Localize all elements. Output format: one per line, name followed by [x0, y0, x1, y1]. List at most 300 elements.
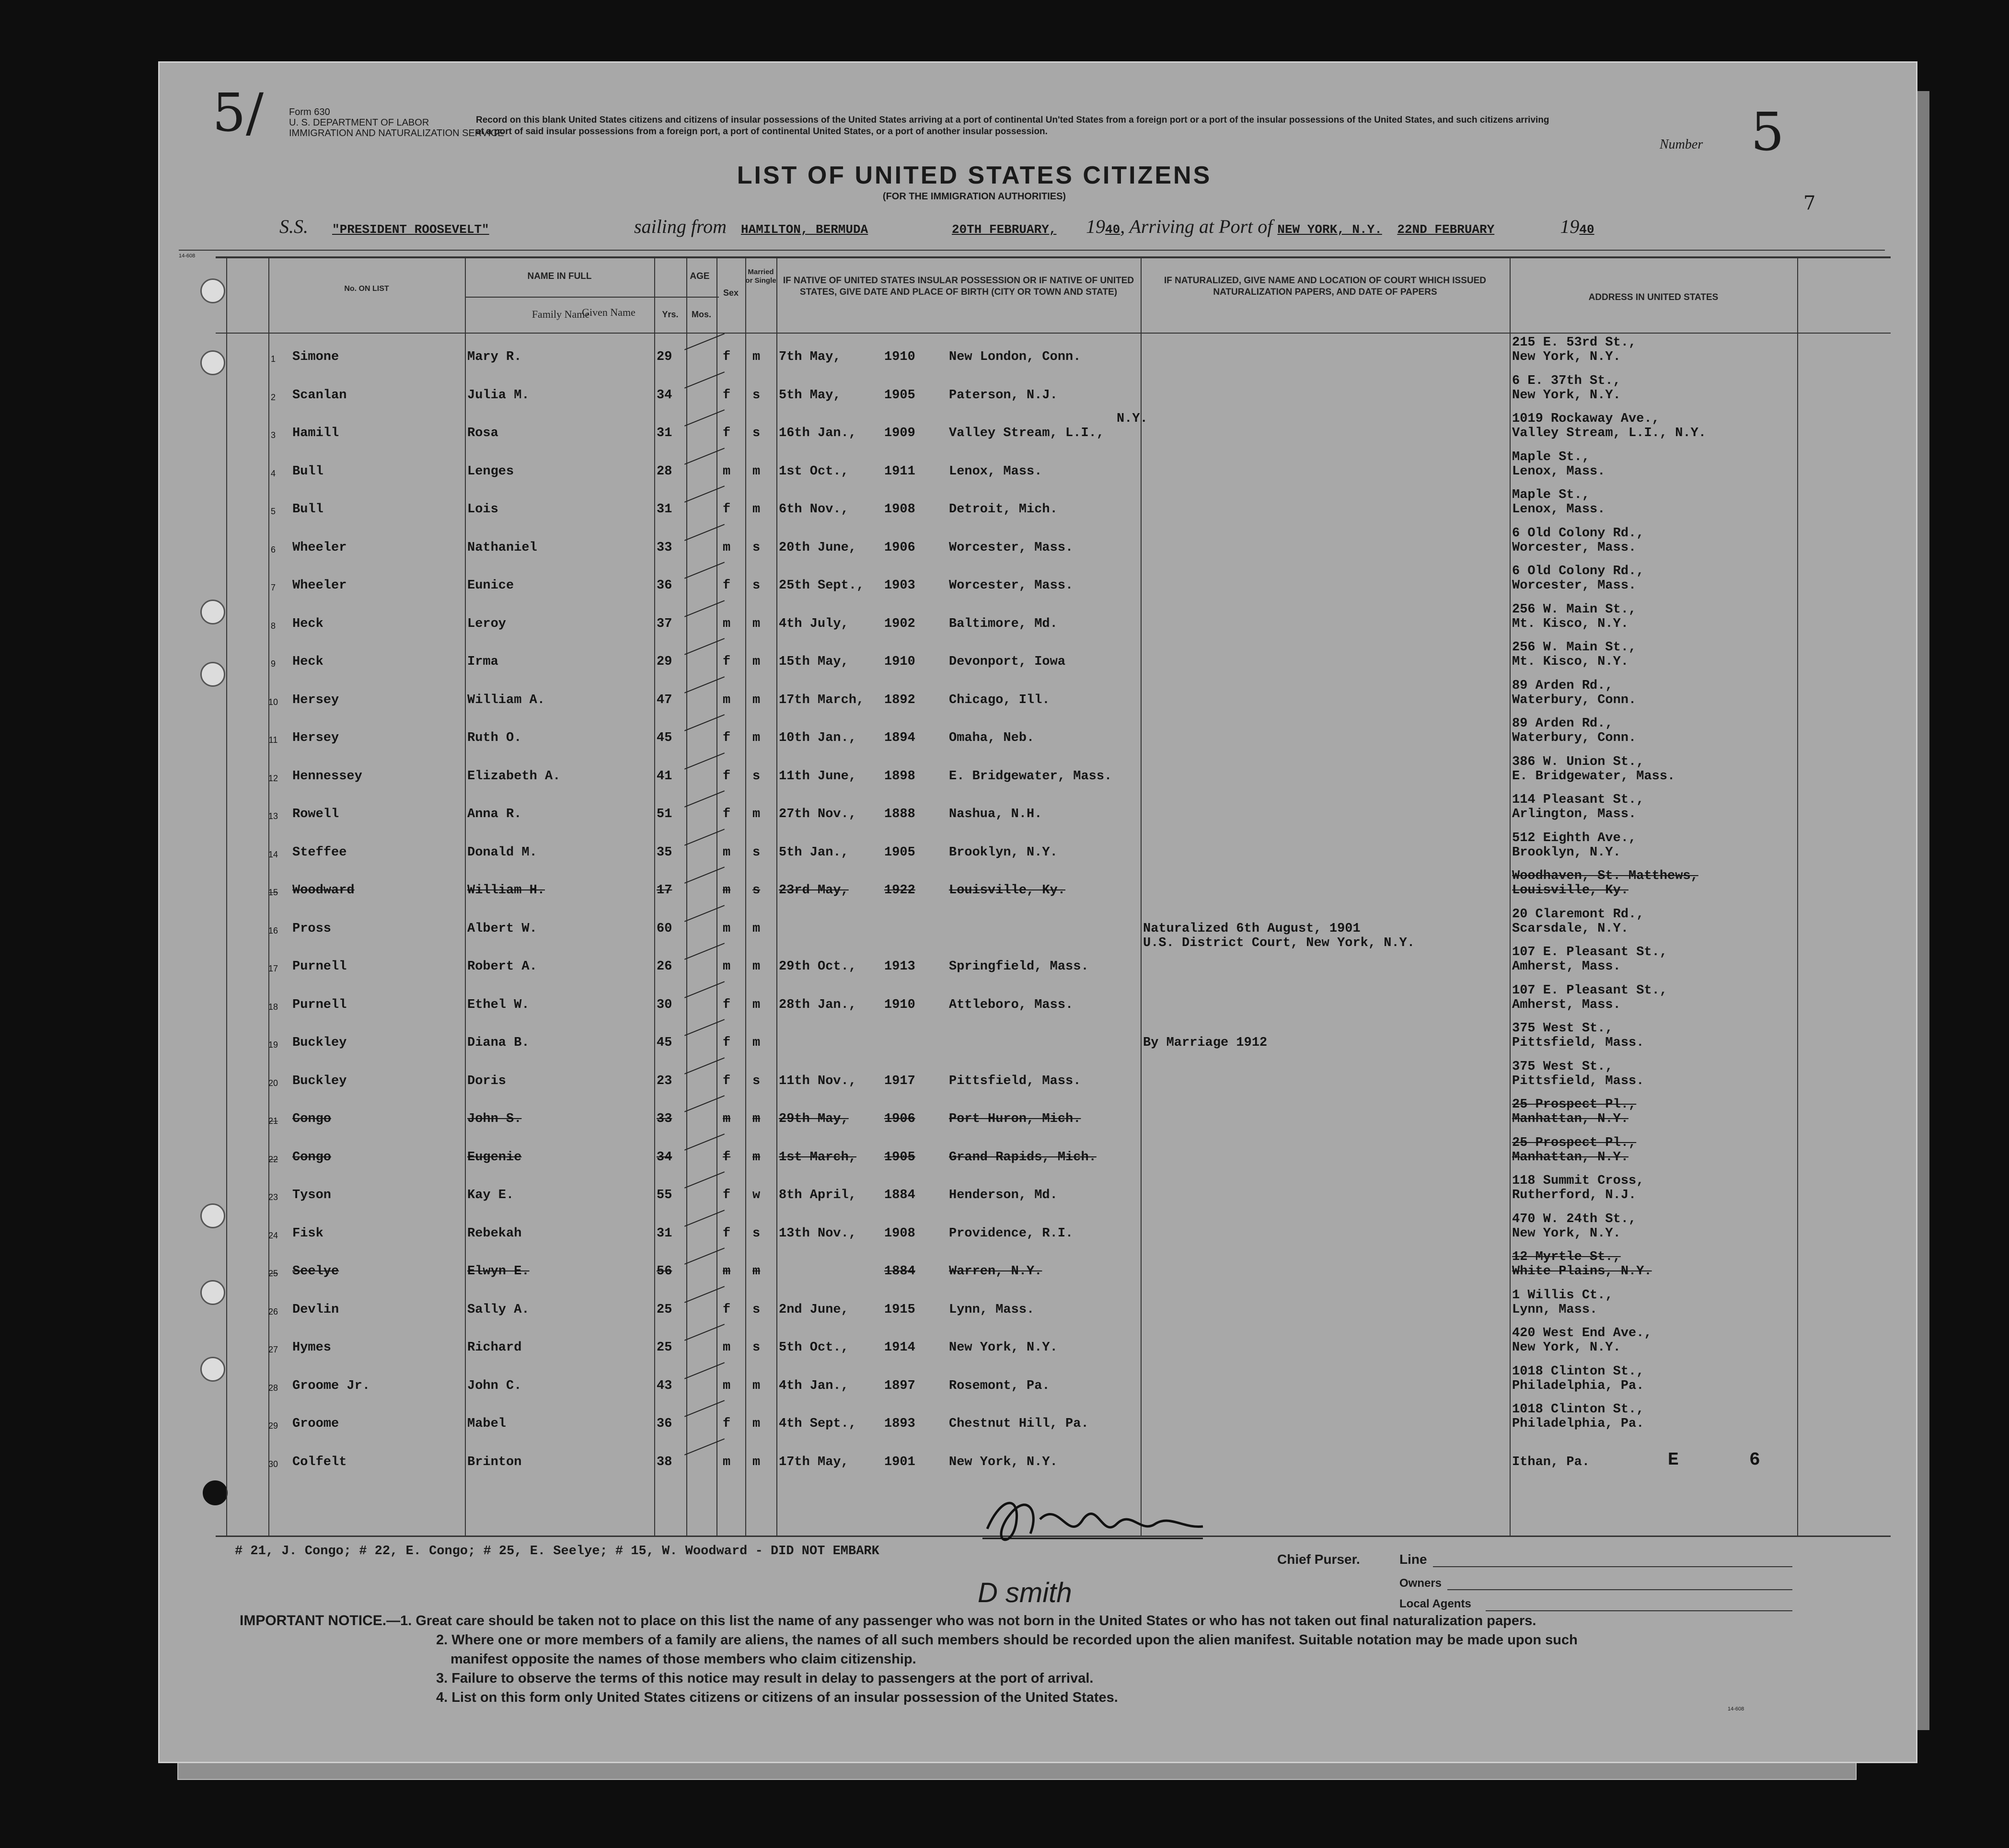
given-name: Eunice	[467, 578, 514, 593]
sex-value: m	[723, 1455, 731, 1469]
address-line-1: 114 Pleasant St.,	[1512, 793, 1644, 807]
date-from: 20TH FEBRUARY,	[952, 222, 1057, 237]
row-number: 15	[268, 888, 278, 897]
family-name: Congo	[292, 1150, 332, 1165]
birth-place: Worcester, Mass.	[949, 540, 1074, 555]
department-text: U. S. DEPARTMENT OF LABOR	[289, 117, 429, 128]
address-line-2: New York, N.Y.	[1512, 388, 1621, 403]
birth-place: Paterson, N.J.	[949, 388, 1058, 403]
address-line-2: Louisville, Ky.	[1512, 883, 1629, 898]
age-years: 23	[657, 1074, 672, 1088]
address-line-1: 107 E. Pleasant St.,	[1512, 983, 1668, 998]
given-name: Eugenie	[467, 1150, 522, 1165]
birth-year: 1897	[884, 1378, 915, 1393]
age-years: 26	[657, 959, 672, 974]
row-number: 12	[268, 773, 278, 783]
sex-value: f	[723, 502, 731, 517]
port-to: NEW YORK, N.Y.	[1277, 222, 1382, 237]
address-line-2: Pittsfield, Mass.	[1512, 1074, 1644, 1088]
table-row	[216, 1290, 1891, 1328]
birth-place: Detroit, Mich.	[949, 502, 1058, 517]
birth-place: Chestnut Hill, Pa.	[949, 1417, 1089, 1431]
marital-status: m	[752, 1378, 761, 1393]
given-name: Brinton	[467, 1455, 522, 1469]
notice-line-1	[240, 1611, 1802, 1630]
marital-status: m	[752, 1417, 761, 1431]
row-number: 22	[268, 1154, 278, 1164]
table-row	[216, 604, 1891, 642]
list-title: LIST OF UNITED STATES CITIZENS	[737, 162, 1212, 189]
sex-value: m	[723, 540, 731, 555]
row-number: 14	[268, 849, 278, 859]
sex-value: m	[723, 1378, 731, 1393]
birth-date: 6th Nov.,	[779, 502, 849, 517]
birth-place: Chicago, Ill.	[949, 693, 1050, 707]
age-years: 37	[657, 616, 672, 631]
given-name: Leroy	[467, 616, 507, 631]
address-line-1: 118 Summit Cross,	[1512, 1174, 1644, 1188]
handwritten-note: D smith	[978, 1577, 1072, 1608]
address-line-2: Valley Stream, L.I., N.Y.	[1512, 426, 1707, 440]
birth-year: 1909	[884, 426, 915, 440]
birth-date: 5th Oct.,	[779, 1340, 849, 1355]
family-name: Bull	[292, 502, 323, 517]
marital-status: m	[752, 1112, 761, 1126]
sex-value: f	[723, 1302, 731, 1317]
row-number: 26	[268, 1306, 278, 1317]
marital-status: s	[752, 883, 761, 898]
given-name: Lois	[467, 502, 498, 517]
birth-place: Lynn, Mass.	[949, 1302, 1035, 1317]
row-number: 27	[268, 1345, 278, 1354]
address-line-2: Pittsfield, Mass.	[1512, 1036, 1644, 1050]
marital-status: m	[752, 502, 761, 517]
table-row	[216, 566, 1891, 604]
mos-header: Mos.	[691, 310, 711, 319]
birth-date: 17th March,	[779, 693, 865, 707]
age-years: 33	[657, 1112, 672, 1126]
address-header: ADDRESS IN UNITED STATES	[1588, 292, 1719, 302]
family-name: Colfelt	[292, 1455, 347, 1469]
birth-date: 4th July,	[779, 616, 849, 631]
address-line-2: Manhattan, N.Y.	[1512, 1150, 1629, 1165]
table-row	[216, 528, 1891, 566]
birth-place: New York, N.Y.	[949, 1340, 1058, 1355]
marital-status: m	[752, 807, 761, 821]
given-name: Albert W.	[467, 921, 537, 936]
marital-status: s	[752, 1340, 761, 1355]
birth-year: 1892	[884, 693, 915, 707]
row-number: 18	[268, 1002, 278, 1012]
address-line-1: 386 W. Union St.,	[1512, 754, 1644, 769]
marital-status: s	[752, 578, 761, 593]
row-number: 7	[270, 583, 276, 592]
marital-status: m	[752, 1036, 761, 1050]
age-years: 38	[657, 1455, 672, 1469]
family-name: Heck	[292, 655, 323, 669]
given-name: Elwyn E.	[467, 1264, 530, 1279]
row-number: 30	[268, 1459, 278, 1469]
sex-value: f	[723, 997, 731, 1012]
row-number: 23	[268, 1192, 278, 1202]
no-on-list-header: No. ON LIST	[344, 285, 389, 293]
sex-value: f	[723, 1188, 731, 1202]
address-line-1: 6 Old Colony Rd.,	[1512, 526, 1644, 541]
row-number: 28	[268, 1383, 278, 1393]
row-number: 1	[270, 354, 276, 364]
row-number: 25	[268, 1269, 278, 1278]
row-number: 11	[268, 735, 278, 745]
birth-year: 1910	[884, 997, 915, 1012]
family-name: Purnell	[292, 959, 347, 974]
sailing-from-label: sailing from	[634, 216, 727, 237]
header-line	[216, 333, 1891, 334]
birth-date: 15th May,	[779, 655, 849, 669]
given-name: John S.	[467, 1112, 522, 1126]
marital-status: s	[752, 769, 761, 784]
given-name: Anna R.	[467, 807, 522, 821]
birth-place: Providence, R.I.	[949, 1226, 1074, 1241]
age-years: 36	[657, 1417, 672, 1431]
marital-status: m	[752, 1150, 761, 1165]
signature-scrawl	[982, 1490, 1208, 1553]
family-name: Tyson	[292, 1188, 332, 1202]
birth-year: 1901	[884, 1455, 915, 1469]
family-name: Buckley	[292, 1036, 347, 1050]
row-number: 5	[270, 507, 276, 516]
family-name: Purnell	[292, 997, 347, 1012]
address-line-2: Worcester, Mass.	[1512, 540, 1637, 555]
age-years: 51	[657, 807, 672, 821]
address-line-1: 6 E. 37th St.,	[1512, 373, 1621, 388]
birth-date: 5th May,	[779, 388, 841, 403]
given-name: Ethel W.	[467, 997, 530, 1012]
birth-year: 1898	[884, 769, 915, 784]
year-from: 40	[1105, 222, 1120, 237]
marital-status: m	[752, 997, 761, 1012]
birth-year: 1905	[884, 388, 915, 403]
address-line-1: 256 W. Main St.,	[1512, 602, 1637, 617]
given-name: Diana B.	[467, 1036, 530, 1050]
birth-year: 1905	[884, 1150, 915, 1165]
birth-year: 1922	[884, 883, 915, 898]
row-number: 3	[270, 430, 276, 440]
age-years: 33	[657, 540, 672, 555]
marital-status: s	[752, 1074, 761, 1088]
address-line-1: 512 Eighth Ave.,	[1512, 831, 1637, 845]
address-line-1: 1 Willis Ct.,	[1512, 1288, 1613, 1303]
birth-date: 8th April,	[779, 1188, 857, 1202]
given-name: Mabel	[467, 1417, 507, 1431]
given-name: Nathaniel	[467, 540, 537, 555]
birth-place: Omaha, Neb.	[949, 731, 1035, 745]
table-row	[216, 947, 1891, 985]
age-years: 34	[657, 388, 672, 403]
notice-3-text: 3. Failure to observe the terms of this notice may result in delay to passengers at the port of arrival.	[436, 1671, 1094, 1686]
birth-year: 1884	[884, 1188, 915, 1202]
address-line-1: 89 Arden Rd.,	[1512, 678, 1613, 693]
important-notice	[240, 1611, 1802, 1707]
birth-date: 7th May,	[779, 350, 841, 364]
table-row	[216, 1135, 1891, 1176]
address-line-2: Philadelphia, Pa.	[1512, 1417, 1644, 1431]
birth-date: 20th June,	[779, 540, 857, 555]
family-name: Woodward	[292, 883, 355, 898]
birth-header: IF NATIVE OF UNITED STATES INSULAR POSSESSION OR IF NATIVE OF UNITED STATES, GIVE DATE AND PLACE OF BIRTH (CITY OR TOWN AND STATE)	[783, 276, 1134, 297]
corner-mark: 5/	[212, 82, 264, 143]
marital-status: m	[752, 693, 761, 707]
family-name: Wheeler	[292, 578, 347, 593]
family-name: Heck	[292, 616, 323, 631]
marital-status: m	[752, 959, 761, 974]
year-prefix-from: 19	[1086, 216, 1105, 237]
address-line-1: Woodhaven, St. Matthews,	[1512, 869, 1698, 883]
address-line-2: Lenox, Mass.	[1512, 464, 1605, 479]
family-name: Buckley	[292, 1074, 347, 1088]
row-number: 16	[268, 925, 278, 936]
birth-date: 1st March,	[779, 1150, 857, 1165]
family-name: Seelye	[292, 1264, 339, 1279]
address-line-2: Waterbury, Conn.	[1512, 731, 1637, 745]
birth-year: 1906	[884, 1112, 915, 1126]
birth-year: 1911	[884, 464, 915, 479]
married-single-header: Married or Single	[745, 268, 776, 285]
address-line-1: 375 West St.,	[1512, 1021, 1613, 1036]
age-years: 31	[657, 1226, 672, 1241]
table-row	[216, 337, 1891, 375]
age-years: 30	[657, 997, 672, 1012]
table-row	[216, 414, 1891, 451]
birth-year: 1902	[884, 616, 915, 631]
birth-place: Henderson, Md.	[949, 1188, 1058, 1202]
sex-value: f	[723, 731, 731, 745]
address-line-1: 1019 Rockaway Ave.,	[1512, 412, 1660, 426]
age-years: 47	[657, 693, 672, 707]
chief-purser-label: Chief Purser.	[1277, 1552, 1360, 1567]
given-name: Rebekah	[467, 1226, 522, 1241]
birth-place: New London, Conn.	[949, 350, 1081, 364]
date-to: 22ND FEBRUARY	[1397, 222, 1495, 237]
age-years: 60	[657, 921, 672, 936]
address-line-2: White Plains, N.Y.	[1512, 1264, 1652, 1279]
table-row	[216, 642, 1891, 680]
address-line-1: 107 E. Pleasant St.,	[1512, 945, 1668, 959]
address-line-2: Mt. Kisco, N.Y.	[1512, 655, 1629, 669]
row-mark-six: 6	[1749, 1449, 1760, 1470]
address-line-2: Lenox, Mass.	[1512, 502, 1605, 517]
address-line-2: Manhattan, N.Y.	[1512, 1112, 1629, 1126]
table-row	[216, 1328, 1891, 1366]
birth-year: 1910	[884, 655, 915, 669]
sex-value: f	[723, 807, 731, 821]
given-name: Julia M.	[467, 388, 530, 403]
age-years: 56	[657, 1264, 672, 1279]
family-name: Scanlan	[292, 388, 347, 403]
birth-date: 27th Nov.,	[779, 807, 857, 821]
family-name: Hennessey	[292, 769, 362, 784]
ss-label: S.S.	[279, 216, 308, 237]
sex-value: f	[723, 1226, 731, 1241]
given-name: Sally A.	[467, 1302, 530, 1317]
table-row	[216, 1059, 1891, 1099]
voyage-line	[279, 215, 1594, 238]
row-number: 10	[268, 697, 278, 707]
age-years: 17	[657, 883, 672, 898]
family-name: Devlin	[292, 1302, 339, 1317]
birth-date: 17th May,	[779, 1455, 849, 1469]
age-years: 43	[657, 1378, 672, 1393]
family-name: Hamill	[292, 426, 339, 440]
family-name: Groome Jr.	[292, 1378, 370, 1393]
birth-place: Port Huron, Mich.	[949, 1112, 1081, 1126]
birth-place: Pittsfield, Mass.	[949, 1074, 1081, 1088]
marital-status: m	[752, 921, 761, 936]
table-row	[216, 795, 1891, 832]
form-code-bottom: 14-608	[1728, 1706, 1744, 1712]
birth-year: 1905	[884, 845, 915, 860]
sex-value: m	[723, 921, 731, 936]
marital-status: w	[752, 1188, 761, 1202]
form-code-top: 14-608	[179, 253, 196, 259]
address-line-1: Maple St.,	[1512, 488, 1590, 502]
sex-value: f	[723, 769, 731, 784]
family-name: Groome	[292, 1417, 339, 1431]
marital-status: s	[752, 1226, 761, 1241]
year-to: 40	[1579, 222, 1594, 237]
address-line-1: 25 Prospect Pl.,	[1512, 1097, 1637, 1112]
birth-place: Lenox, Mass.	[949, 464, 1042, 479]
sex-value: f	[723, 1036, 731, 1050]
given-name-header: Given Name	[582, 306, 635, 318]
birth-year: 1913	[884, 959, 915, 974]
birth-place: Rosemont, Pa.	[949, 1378, 1050, 1393]
address-line-2: New York, N.Y.	[1512, 1226, 1621, 1241]
notice-1-text: —1. Great care should be taken not to place on this list the name of any passenger who was not born in the United States or who has not taken out final naturalization papers.	[386, 1613, 1536, 1629]
age-years: 25	[657, 1302, 672, 1317]
address-line-1: 20 Claremont Rd.,	[1512, 907, 1644, 922]
sex-value: m	[723, 1264, 731, 1279]
birth-date: 25th Sept.,	[779, 578, 865, 593]
birth-date: 13th Nov.,	[779, 1226, 857, 1241]
list-subtitle: (FOR THE IMMIGRATION AUTHORITIES)	[882, 191, 1066, 202]
birth-date: 28th Jan.,	[779, 997, 857, 1012]
table-row	[216, 718, 1891, 756]
ship-name: "PRESIDENT ROOSEVELT"	[332, 222, 489, 237]
age-years: 36	[657, 578, 672, 593]
form-no-text: Form 630	[289, 107, 330, 117]
table-row	[216, 452, 1891, 490]
address-line-2: Amherst, Mass.	[1512, 959, 1621, 974]
given-name: Irma	[467, 655, 498, 669]
family-name: Wheeler	[292, 540, 347, 555]
birth-place: Attleboro, Mass.	[949, 997, 1074, 1012]
table-row	[216, 871, 1891, 909]
age-years: 31	[657, 426, 672, 440]
sex-value: m	[723, 1112, 731, 1126]
birth-place: Brooklyn, N.Y.	[949, 845, 1058, 860]
table-row	[216, 1366, 1891, 1404]
page-mark: 7	[1803, 192, 1816, 214]
address-line-1: 1018 Clinton St.,	[1512, 1364, 1644, 1379]
given-name: Mary R.	[467, 350, 522, 364]
owners-label: Owners	[1399, 1577, 1442, 1590]
birth-year: 1915	[884, 1302, 915, 1317]
address-line-1: 470 W. 24th St.,	[1512, 1212, 1637, 1226]
address-line-1: 6 Old Colony Rd.,	[1512, 564, 1644, 578]
family-name: Hersey	[292, 731, 339, 745]
birth-date: 16th Jan.,	[779, 426, 857, 440]
table-row	[216, 490, 1891, 528]
birth-place: Springfield, Mass.	[949, 959, 1089, 974]
birth-date: 23rd May,	[779, 883, 849, 898]
purser-signature	[982, 1490, 1208, 1560]
address-line-2: Mt. Kisco, N.Y.	[1512, 616, 1629, 631]
age-years: 31	[657, 502, 672, 517]
birth-year: 1914	[884, 1340, 915, 1355]
row-number: 6	[270, 544, 276, 554]
birth-date: 10th Jan.,	[779, 731, 857, 745]
address-line-2: E. Bridgewater, Mass.	[1512, 769, 1675, 784]
sex-value: m	[723, 616, 731, 631]
age-years: 25	[657, 1340, 672, 1355]
family-name: Hersey	[292, 693, 339, 707]
birth-place: Grand Rapids, Mich.	[949, 1150, 1097, 1165]
birth-year: 1908	[884, 1226, 915, 1241]
naturalization: Naturalized 6th August, 1901	[1143, 921, 1361, 936]
given-name: Richard	[467, 1340, 522, 1355]
row-number: 29	[268, 1421, 278, 1431]
address-line-1: 420 West End Ave.,	[1512, 1326, 1652, 1340]
birth-year: 1910	[884, 350, 915, 364]
local-agents-label: Local Agents	[1399, 1597, 1471, 1610]
row-number: 19	[268, 1040, 278, 1050]
row-number: 20	[268, 1078, 278, 1088]
row-number: 24	[268, 1230, 278, 1240]
marital-status: m	[752, 616, 761, 631]
marital-status: m	[752, 731, 761, 745]
given-name: Doris	[467, 1074, 507, 1088]
name-in-full-header: NAME IN FULL	[527, 271, 592, 281]
row-number: 9	[270, 659, 276, 669]
birth-place: Valley Stream, L.I.,	[949, 426, 1105, 440]
given-name: Donald M.	[467, 845, 537, 860]
birth-place: Nashua, N.H.	[949, 807, 1042, 821]
row-number: 13	[268, 811, 278, 821]
passenger-table	[216, 256, 1891, 1537]
service-text: IMMIGRATION AND NATURALIZATION SERVICE	[289, 128, 504, 139]
header-rule	[179, 250, 1885, 251]
marital-status: s	[752, 388, 761, 403]
family-name: Congo	[292, 1112, 332, 1126]
sex-value: m	[723, 1340, 731, 1355]
age-years: 35	[657, 845, 672, 860]
given-name: Ruth O.	[467, 731, 522, 745]
row-number: 21	[268, 1116, 278, 1126]
birth-place: Devonport, Iowa	[949, 655, 1066, 669]
family-name: Fisk	[292, 1226, 323, 1241]
birth-place: Baltimore, Md.	[949, 616, 1058, 631]
family-name: Bull	[292, 464, 323, 479]
birth-year: 1888	[884, 807, 915, 821]
birth-place: Louisville, Ky.	[949, 883, 1066, 898]
age-years: 45	[657, 1036, 672, 1050]
year-prefix-to: 19	[1560, 216, 1580, 237]
row-number: 8	[270, 621, 276, 631]
marital-status: m	[752, 1455, 761, 1469]
line-underline	[1433, 1566, 1792, 1567]
birth-date: 4th Jan.,	[779, 1378, 849, 1393]
address-line-1: 215 E. 53rd St.,	[1512, 335, 1637, 350]
